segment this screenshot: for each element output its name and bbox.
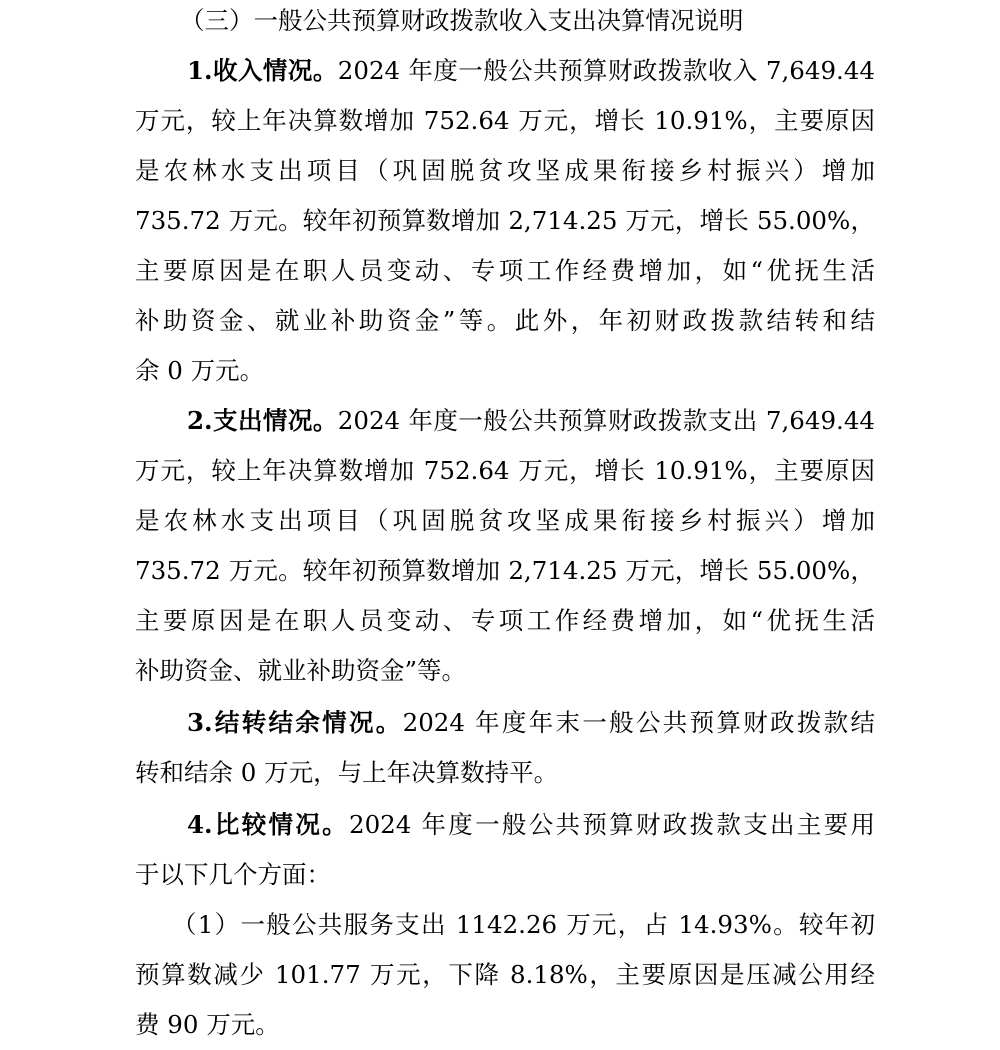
income-paragraph-line-6: 补助资金、就业补助资金”等。此外，年初财政拨款结转和结 <box>135 306 875 335</box>
comparison-heading: 4.比较情况。 <box>187 810 349 839</box>
expenditure-paragraph-line-2: 万元，较上年决算数增加 752.64 万元，增长 10.91%，主要原因 <box>135 456 875 485</box>
carryover-paragraph-line-2: 转和结余 0 万元，与上年决算数持平。 <box>135 758 559 787</box>
expenditure-heading: 2.支出情况。 <box>187 406 338 435</box>
item1-paragraph-line-3: 费 90 万元。 <box>135 1010 280 1039</box>
income-heading: 1.收入情况。 <box>187 56 338 85</box>
section-title: （三）一般公共预算财政拨款收入支出决算情况说明 <box>180 6 744 35</box>
item1-paragraph-line-2: 预算数减少 101.77 万元，下降 8.18%，主要原因是压减公用经 <box>135 960 875 989</box>
carryover-heading: 3.结转结余情况。 <box>187 708 403 737</box>
carryover-paragraph-line-1: 3.结转结余情况。2024 年度年末一般公共预算财政拨款结 <box>187 708 875 737</box>
income-paragraph-line-3: 是农林水支出项目（巩固脱贫攻坚成果衔接乡村振兴）增加 <box>135 156 875 185</box>
comparison-paragraph-line-1: 4.比较情况。2024 年度一般公共预算财政拨款支出主要用 <box>187 810 876 839</box>
expenditure-paragraph-line-5: 主要原因是在职人员变动、专项工作经费增加，如“优抚生活 <box>135 606 875 635</box>
expenditure-paragraph-line-1: 2.支出情况。2024 年度一般公共预算财政拨款支出 7,649.44 <box>187 406 876 435</box>
income-paragraph-line-4: 735.72 万元。较年初预算数增加 2,714.25 万元，增长 55.00%， <box>135 206 875 235</box>
income-paragraph-line-1: 1.收入情况。2024 年度一般公共预算财政拨款收入 7,649.44 <box>187 56 876 85</box>
expenditure-paragraph-line-6: 补助资金、就业补助资金”等。 <box>135 656 467 685</box>
expenditure-paragraph-line-3: 是农林水支出项目（巩固脱贫攻坚成果衔接乡村振兴）增加 <box>135 506 875 535</box>
expenditure-paragraph-line-4: 735.72 万元。较年初预算数增加 2,714.25 万元，增长 55.00%， <box>135 556 875 585</box>
income-paragraph-line-2: 万元，较上年决算数增加 752.64 万元，增长 10.91%，主要原因 <box>135 106 875 135</box>
item1-paragraph-line-1: （1）一般公共服务支出 1142.26 万元，占 14.93%。较年初 <box>172 910 875 939</box>
income-paragraph-line-7: 余 0 万元。 <box>135 356 265 385</box>
comparison-paragraph-line-2: 于以下几个方面： <box>135 860 331 889</box>
income-paragraph-line-5: 主要原因是在职人员变动、专项工作经费增加，如“优抚生活 <box>135 256 875 285</box>
